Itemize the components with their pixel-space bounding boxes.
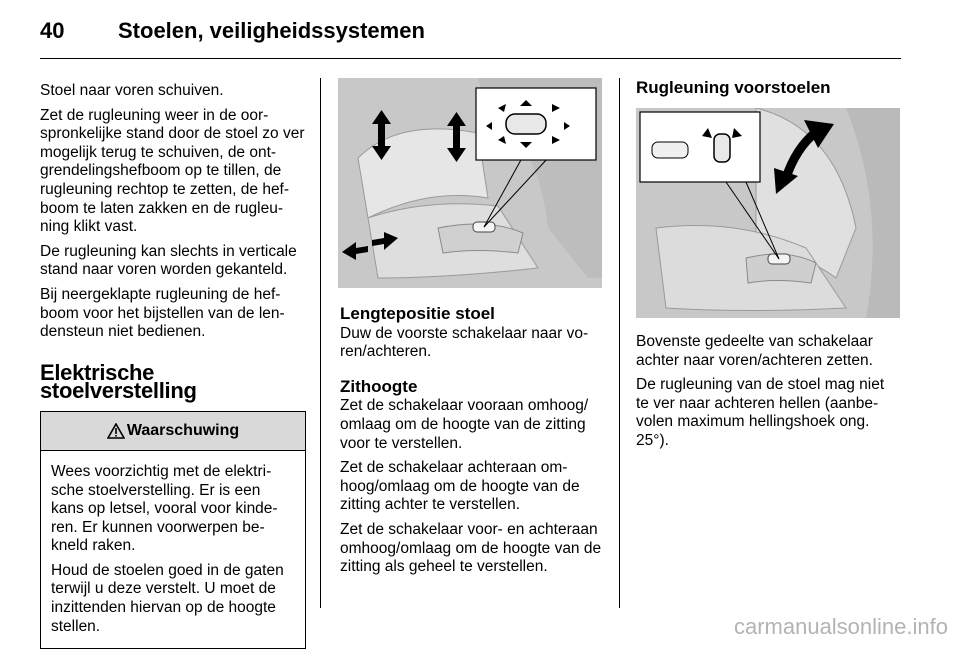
paragraph: Wees voorzichtig met de elektri-sche stoelverstelling. Er is een kans op letsel, vooral voor kinde-ren. Er kunnen voorwerpen be-kneld raken. [51,462,278,555]
paragraph: Zet de rugleuning weer in de oor-spronkelijke stand door de stoel zo ver mogelijk terug te schuiven, de ont-grendelingshefboom op te tillen, de rugleuning rechtop te zetten, de hef-boom te laten zakken en de rugleu-ning klikt vast. [40,106,305,236]
paragraph: De rugleuning kan slechts in verticale stand naar voren worden gekanteld. [40,242,297,279]
warning-triangle-icon [107,423,125,439]
paragraph: Zet de schakelaar voor- en achteraan omhoog/omlaag om de hoogte van de zitting als geheel te verstellen. [340,520,602,576]
page-title: Stoelen, veiligheidssystemen [118,18,425,43]
paragraph: Duw de voorste schakelaar naar vo-ren/achteren. [340,324,589,361]
paragraph: Houd de stoelen goed in de gaten terwijl u deze verstelt. U moet de inzittenden hiervan op de hoogte stellen. [51,561,284,635]
watermark: carmanualsonline.info [733,614,948,639]
paragraph: Bovenste gedeelte van schakelaar achter naar voren/achteren zetten. [636,333,873,369]
column-2 [340,305,608,583]
column-divider-left [320,78,321,608]
paragraph: Zet de schakelaar achteraan om-hoog/omlaag om de hoogte van de zitting achter te verstellen. [340,459,580,514]
paragraph: Zet de schakelaar vooraan omhoog/ omlaag om de hoogte van de zitting voor te verstellen. [340,397,589,452]
page-number: 40 [40,18,65,43]
column-1 [40,82,306,649]
backrest-adjustment-illustration [636,108,900,318]
warning-body [41,451,305,648]
warning-box [40,411,306,649]
subheading-length-position: Lengtepositie stoel [340,304,495,323]
header-rule [40,58,901,59]
warning-title: Waarschuwing [126,421,240,439]
seat-adjustment-illustration [338,78,602,288]
paragraph: Bij neergeklapte rugleuning de hef-boom voor het bijstellen van de len-densteun niet bedienen. [40,285,285,341]
warning-header [41,412,305,451]
column-divider-right [619,78,620,608]
subheading-seat-height: Zithoogte [340,376,418,396]
subheading-backrest: Rugleuning voorstoelen [636,78,831,97]
section-heading: Elektrische stoelverstelling [40,359,197,404]
paragraph: Stoel naar voren schuiven. [40,82,224,99]
paragraph: De rugleuning van de stoel mag niet te ver naar achteren hellen (aanbe-volen maximum hellingshoek ong. 25°). [636,376,885,449]
column-3 [636,333,900,457]
